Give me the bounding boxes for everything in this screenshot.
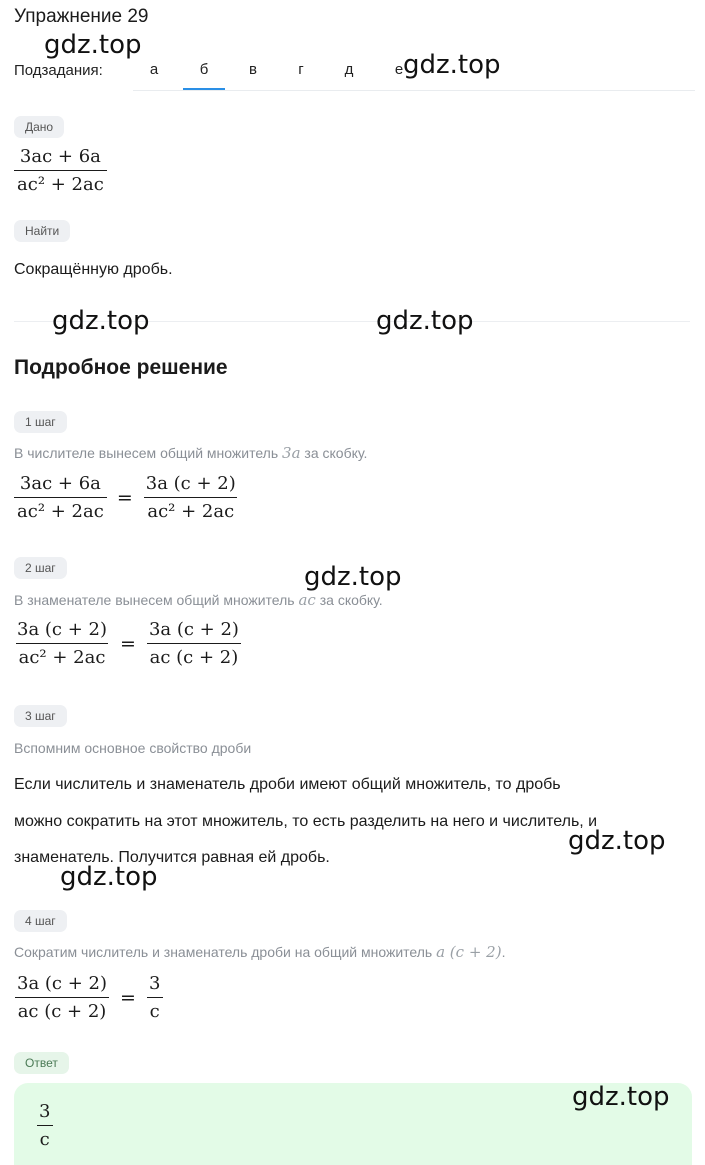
hint-text: . bbox=[501, 944, 506, 960]
step-1-hint bbox=[14, 444, 367, 462]
step-4-equation bbox=[14, 973, 163, 1022]
step-1-equation bbox=[14, 473, 239, 522]
numerator: 3a (c + 2) bbox=[148, 619, 239, 640]
equals-sign: = bbox=[120, 986, 136, 1009]
fraction bbox=[14, 619, 110, 668]
fraction bbox=[14, 473, 107, 522]
step-2-badge: 2 шаг bbox=[14, 557, 67, 579]
hint-math: ac bbox=[298, 591, 316, 609]
answer-expression bbox=[36, 1101, 53, 1150]
denominator: c bbox=[147, 997, 163, 1022]
denominator: ac² + 2ac bbox=[14, 497, 107, 522]
hint-text: за скобку. bbox=[315, 592, 383, 608]
fraction bbox=[14, 973, 110, 1022]
subtasks-label: Подзадания: bbox=[14, 62, 103, 79]
denominator: ac (c + 2) bbox=[147, 643, 242, 668]
equals-sign: = bbox=[120, 632, 136, 655]
watermark: gdz.top bbox=[376, 306, 474, 336]
find-text: Сокращённую дробь. bbox=[14, 261, 173, 278]
denominator: ac (c + 2) bbox=[15, 997, 110, 1022]
numerator: 3a (c + 2) bbox=[145, 473, 236, 494]
denominator: ac² + 2ac bbox=[14, 170, 107, 195]
watermark: gdz.top bbox=[572, 1082, 670, 1112]
watermark: gdz.top bbox=[52, 306, 150, 336]
step-3-paragraph-line-2: можно сократить на этот множитель, то есть разделить на него и числитель, и bbox=[14, 813, 598, 830]
numerator: 3a (c + 2) bbox=[17, 973, 108, 994]
numerator: 3 bbox=[148, 973, 161, 994]
step-3-badge: 3 шаг bbox=[14, 705, 67, 727]
equals-sign: = bbox=[116, 486, 133, 509]
tab-g[interactable]: г bbox=[298, 61, 304, 78]
solution-title: Подробное решение bbox=[14, 356, 228, 379]
answer-badge: Ответ bbox=[14, 1052, 69, 1074]
fraction bbox=[146, 973, 163, 1022]
hint-text: В знаменателе вынесем общий множитель bbox=[14, 592, 299, 608]
step-1-badge: 1 шаг bbox=[14, 411, 67, 433]
step-4-hint bbox=[14, 943, 505, 961]
given-badge: Дано bbox=[14, 116, 64, 138]
step-4-badge: 4 шаг bbox=[14, 910, 67, 932]
tab-a[interactable]: а bbox=[149, 61, 159, 78]
watermark: gdz.top bbox=[60, 862, 158, 892]
watermark: gdz.top bbox=[44, 30, 142, 60]
hint-text: за скобку. bbox=[300, 445, 368, 461]
denominator: c bbox=[37, 1125, 53, 1150]
tab-v[interactable]: в bbox=[249, 61, 257, 78]
watermark: gdz.top bbox=[568, 826, 666, 856]
fraction bbox=[146, 619, 242, 668]
denominator: ac² + 2ac bbox=[16, 643, 109, 668]
step-3-paragraph-line-3: знаменатель. Получится равная ей дробь. bbox=[14, 849, 330, 866]
given-expression bbox=[14, 146, 107, 195]
hint-text: В числителе вынесем общий множитель bbox=[14, 445, 283, 461]
tab-b[interactable]: б bbox=[183, 52, 225, 90]
page-title: Упражнение 29 bbox=[14, 6, 149, 27]
tab-d[interactable]: д bbox=[344, 61, 354, 78]
fraction bbox=[14, 146, 107, 195]
watermark: gdz.top bbox=[403, 50, 501, 80]
hint-text: Сократим числитель и знаменатель дроби на общий множитель bbox=[14, 944, 437, 960]
hint-math: a (c + 2) bbox=[436, 943, 502, 961]
numerator: 3ac + 6a bbox=[19, 146, 101, 167]
numerator: 3a (c + 2) bbox=[17, 619, 108, 640]
hint-math: 3a bbox=[282, 444, 301, 462]
watermark: gdz.top bbox=[304, 562, 402, 592]
fraction bbox=[143, 473, 239, 522]
denominator: ac² + 2ac bbox=[144, 497, 237, 522]
step-3-hint: Вспомним основное свойство дроби bbox=[14, 740, 252, 756]
fraction bbox=[36, 1101, 53, 1150]
step-2-hint bbox=[14, 591, 383, 609]
tab-e[interactable]: е bbox=[394, 61, 404, 78]
numerator: 3 bbox=[39, 1101, 51, 1122]
numerator: 3ac + 6a bbox=[19, 473, 101, 494]
step-3-paragraph-line-1: Если числитель и знаменатель дроби имеют общий множитель, то дробь bbox=[14, 776, 561, 793]
find-badge: Найти bbox=[14, 220, 70, 242]
step-2-equation bbox=[14, 619, 242, 668]
